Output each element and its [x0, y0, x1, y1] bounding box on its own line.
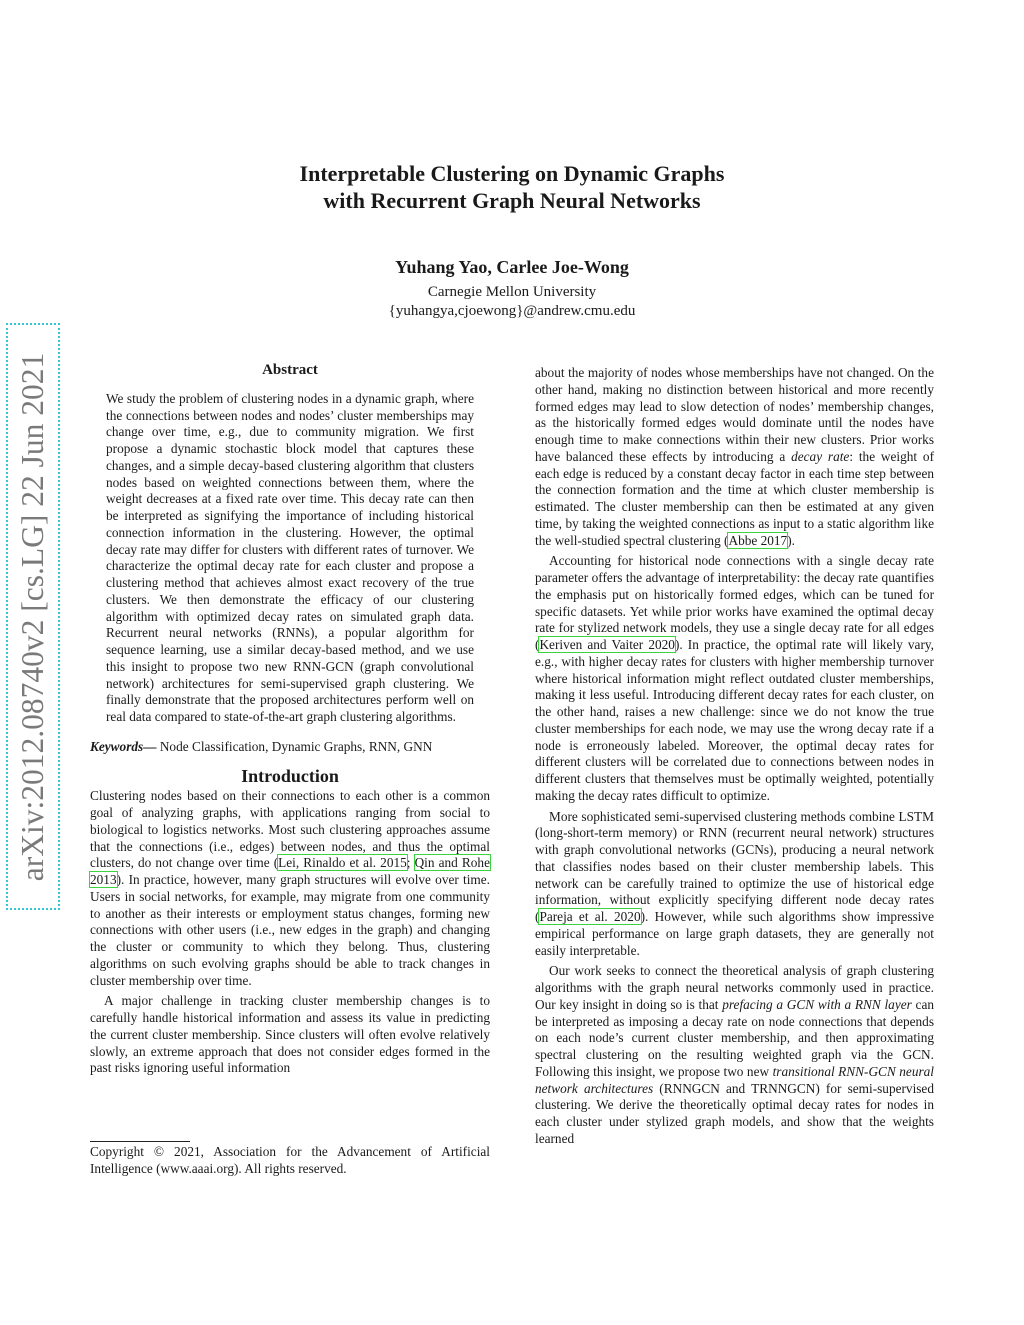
abstract-text: We study the problem of clustering nodes in a dynamic graph, where the connections between nodes and nodes’ cluster memberships may change over time, e.g., due to community migration. We first propose a dynamic stochastic block model that captures these changes, and a simple decay-based clustering algorithm that clusters nodes based on weighted connections between them, where the weight decreases at a fixed rate over time. This decay rate can then be interpreted as signifying the importance of including historical connection information in the clustering. However, the optimal decay rate may differ for clusters with different rates of turnover. We characterize the optimal decay rate for each cluster and propose a clustering method that achieves almost exact recovery of the true clusters. We then demonstrate the efficacy of our clustering algorithm with optimized decay rates on simulated graph data. Recurrent neural networks (RNNs), a popular algorithm for sequence learning, use a similar decay-based method, and we use this insight to propose two new RNN-GCN (graph convolutional network) architectures for semi-supervised graph clustering. We finally demonstrate that the proposed architectures perform well on real data compared to state-of-the-art graph clustering algorithms. — [106, 390, 474, 724]
title-line-1: Interpretable Clustering on Dynamic Graphs — [299, 161, 725, 186]
keywords-text: Node Classification, Dynamic Graphs, RNN, GNN — [156, 738, 433, 754]
keywords-label: Keywords— — [90, 738, 157, 754]
citation-link[interactable]: Qin and Rohe 2013 — [90, 855, 490, 887]
footnote-rule — [90, 1141, 190, 1142]
arxiv-identifier-stamp — [6, 323, 60, 910]
right-column — [535, 365, 934, 1148]
author-list: Yuhang Yao, Carlee Joe-Wong — [395, 257, 629, 277]
arxiv-identifier-text: arXiv:2012.08740v2 [cs.LG] 22 Jun 2021 — [15, 352, 50, 881]
paper-title — [0, 160, 1024, 214]
intro-paragraph-2: A major challenge in tracking cluster membership changes is to carefully handle historical information and assess its value in predicting the current cluster membership. Since clusters will often evolve relatively slowly, an extreme approach that does not consider edges formed in the past risks ignoring useful information — [90, 993, 490, 1076]
introduction-heading: Introduction — [241, 765, 339, 786]
right-paragraph-3: More sophisticated semi-supervised clustering methods combine LSTM (long-short-term memory) or RNN (recurrent neural network) structures with graph convolutional networks (GCNs), producing a neural network that classifies nodes based on their cluster membership labels. This network can be carefully trained to optimize the use of historical edge information, without explicitly specifying different node decay rates (Pareja et al. 2020). However, while such algorithms show impressive empirical performance on large graph datasets, they are generally not easily interpretable. — [535, 808, 934, 958]
right-paragraph-1: about the majority of nodes whose memberships have not changed. On the other hand, making no distinction between historical and more recently formed edges may lead to slow detection of nodes’ membership changes, as the historically formed edges would dominate until the nodes have enough time to make connections within their new clusters. Prior works have balanced these effects by introducing a decay rate: the weight of each edge is reduced by a constant decay factor in each time step between the connection formation and the time at which cluster membership is estimated. The cluster membership can then be estimated at any given time, by taking the weighted connections as input to a static algorithm like the well-studied spectral clustering (Abbe 2017). — [535, 365, 935, 548]
affiliation: Carnegie Mellon University — [427, 284, 597, 300]
citation-link[interactable]: Lei, Rinaldo et al. 2015 — [278, 855, 407, 871]
abstract-heading: Abstract — [262, 362, 318, 378]
keywords-line — [90, 739, 490, 756]
left-column — [90, 362, 490, 1077]
author-affiliation-block — [0, 283, 1024, 321]
author-emails: {yuhangya,cjoewong}@andrew.cmu.edu — [388, 303, 636, 319]
right-paragraph-2: Accounting for historical node connections with a single decay rate parameter offers the advantage of interpretability: the decay rate quantifies the emphasis put on historically formed edges, which can be tuned for specific datasets. Yet while prior works have examined the optimal decay rate for stylized network models, they use a single decay rate for all edges (Keriven and Vaiter 2020). In practice, the optimal rate will likely vary, e.g., with higher decay rates for clusters with higher membership turnover where historical information might reflect outdated cluster memberships, making it less useful. Introducing different decay rates for each cluster, on the other hand, raises a new challenge: since we do not know the true cluster memberships for each node, we may use the wrong decay rate if a node is erroneously labeled. Moreover, the optimal decay rates for different clusters will be correlated due to connections between nodes in different clusters that themselves must be optimally weighted, potentially making the decay rates difficult to optimize. — [535, 553, 934, 803]
copyright-notice: Copyright © 2021, Association for the Advancement of Artificial Intelligence (www.aaai.org). All rights reserved. — [90, 1144, 490, 1176]
citation-link[interactable]: Pareja et al. 2020 — [539, 909, 641, 924]
citation-link[interactable]: Abbe 2017 — [728, 532, 788, 548]
title-line-2: with Recurrent Graph Neural Networks — [323, 188, 701, 213]
citation-link[interactable]: Keriven and Vaiter 2020 — [539, 637, 675, 652]
intro-paragraph-1: Clustering nodes based on their connections to each other is a common goal of analyzing graphs, with applications ranging from social to biological to logistics networks. Most such clustering approaches assume that the connections (i.e., edges) between nodes, and thus the optimal clusters, do not change over time (Lei, Rinaldo et al. 2015; Qin and Rohe 2013). In practice, however, many graph structures will evolve over time. Users in social networks, for example, may migrate from one community to another as their interests or employment status changes, forming new connections with other users (i.e., new edges in the graph) and changing the cluster or community to which they belong. Thus, clustering algorithms on such evolving graphs should be able to track changes in cluster membership over time. — [90, 788, 490, 988]
right-paragraph-4: Our work seeks to connect the theoretical analysis of graph clustering algorithms with the graph neural networks commonly used in practice. Our key insight in doing so is that prefacing a GCN with a RNN layer can be interpreted as imposing a decay rate on node connections that depends on each node’s current cluster membership, and then approximating spectral clustering on the resulting weighted graph via the GCN. Following this insight, we propose two new transitional RNN-GCN neural network architectures (RNNGCN and TRNNGCN) for semi-supervised clustering. We derive the theoretically optimal decay rates for nodes in each cluster under stylized graph models, and show that the weights learned — [535, 963, 934, 1146]
